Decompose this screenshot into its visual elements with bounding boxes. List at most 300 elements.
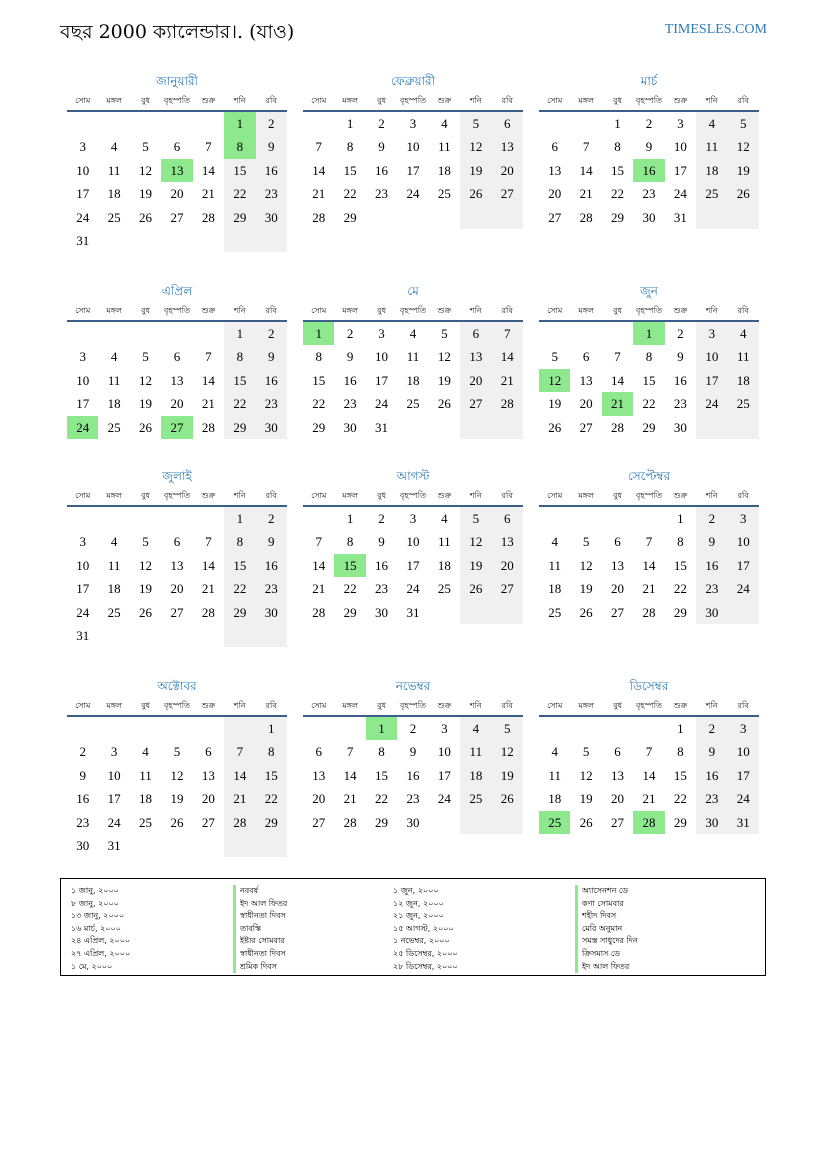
day-cell[interactable]: 20 (492, 554, 523, 577)
day-cell[interactable]: 8 (677, 534, 684, 550)
day-cell[interactable]: 13 (460, 345, 491, 368)
day-cell[interactable]: 25 (548, 604, 562, 620)
day-cell[interactable]: 12 (492, 740, 523, 763)
day-cell[interactable]: 31 (673, 209, 687, 225)
day-cell[interactable]: 23 (375, 581, 389, 597)
day-cell[interactable]: 24 (406, 581, 420, 597)
day-cell[interactable]: 30 (375, 604, 389, 620)
day-cell[interactable]: 9 (677, 349, 684, 365)
day-cell[interactable]: 28 (312, 604, 326, 620)
day-cell[interactable]: 6 (582, 349, 590, 365)
day-cell[interactable]: 22 (312, 396, 326, 412)
day-cell[interactable]: 4 (460, 717, 491, 740)
day-cell[interactable]: 17 (437, 767, 451, 783)
day-cell[interactable]: 15 (343, 162, 357, 178)
day-cell[interactable]: 6 (173, 349, 181, 365)
day-cell[interactable]: 23 (343, 396, 357, 412)
day-cell[interactable]: 11 (728, 345, 759, 368)
day-cell[interactable]: 7 (205, 349, 212, 365)
day-cell[interactable]: 31 (107, 837, 121, 853)
day-cell[interactable]: 26 (437, 396, 451, 412)
day-cell[interactable]: 10 (437, 744, 451, 760)
day-cell[interactable]: 14 (201, 372, 215, 388)
day-cell[interactable]: 7 (645, 744, 653, 760)
day-cell[interactable]: 30 (642, 209, 656, 225)
day-cell[interactable]: 24 (437, 791, 451, 807)
day-cell[interactable]: 5 (142, 139, 149, 155)
day-cell[interactable]: 9 (378, 139, 385, 155)
day-cell[interactable]: 3 (728, 507, 759, 530)
day-cell[interactable]: 17 (76, 581, 90, 597)
day-cell[interactable]: 18 (107, 581, 121, 597)
day-cell[interactable]: 3 (79, 349, 86, 365)
day-cell[interactable]: 1 (614, 116, 621, 131)
day-cell[interactable]: 5 (582, 534, 590, 550)
day-cell[interactable]: 9 (256, 135, 287, 158)
day-cell[interactable]: 31 (728, 811, 759, 834)
day-cell[interactable]: 11 (696, 135, 727, 158)
day-cell[interactable]: 19 (437, 372, 451, 388)
day-cell[interactable]: 19 (492, 764, 523, 787)
day-cell[interactable]: 25 (460, 787, 491, 810)
day-cell[interactable]: 7 (346, 744, 354, 760)
day-cell[interactable]: 22 (673, 791, 687, 807)
day-cell[interactable]: 31 (375, 419, 389, 435)
day-cell[interactable]: 21 (602, 392, 633, 415)
day-cell[interactable]: 11 (107, 372, 121, 388)
day-cell[interactable]: 13 (611, 767, 625, 783)
day-cell[interactable]: 24 (696, 392, 727, 415)
day-cell[interactable]: 7 (315, 534, 322, 550)
day-cell[interactable]: 3 (696, 322, 727, 345)
day-cell[interactable]: 3 (79, 534, 86, 550)
day-cell[interactable]: 2 (79, 744, 86, 760)
day-cell[interactable]: 23 (696, 787, 727, 810)
day-cell[interactable]: 15 (611, 162, 625, 178)
day-cell[interactable]: 17 (673, 162, 687, 178)
day-cell[interactable]: 4 (110, 534, 118, 550)
day-cell[interactable]: 14 (312, 557, 326, 573)
day-cell[interactable]: 16 (375, 557, 389, 573)
day-cell[interactable]: 28 (201, 604, 215, 620)
day-cell[interactable]: 10 (728, 530, 759, 553)
day-cell[interactable]: 24 (76, 209, 90, 225)
day-cell[interactable]: 18 (548, 791, 562, 807)
day-cell[interactable]: 23 (76, 814, 90, 830)
day-cell[interactable]: 22 (224, 577, 255, 600)
day-cell[interactable]: 14 (312, 162, 326, 178)
day-cell[interactable]: 29 (256, 811, 287, 834)
day-cell[interactable]: 20 (611, 791, 625, 807)
day-cell[interactable]: 5 (728, 112, 759, 135)
day-cell[interactable]: 10 (76, 162, 90, 178)
day-cell[interactable]: 6 (460, 322, 491, 345)
day-cell[interactable]: 29 (673, 814, 687, 830)
day-cell[interactable]: 1 (224, 322, 255, 345)
day-cell[interactable]: 10 (406, 534, 420, 550)
day-cell[interactable]: 30 (256, 601, 287, 624)
day-cell[interactable]: 13 (170, 372, 184, 388)
day-cell[interactable]: 27 (161, 416, 192, 439)
day-cell[interactable]: 25 (437, 186, 451, 202)
day-cell[interactable]: 16 (76, 791, 90, 807)
day-cell[interactable]: 5 (460, 112, 491, 135)
day-cell[interactable]: 26 (460, 577, 491, 600)
day-cell[interactable]: 3 (441, 721, 448, 736)
day-cell[interactable]: 29 (312, 419, 326, 435)
day-cell[interactable]: 28 (492, 392, 523, 415)
day-cell[interactable]: 7 (205, 534, 212, 550)
day-cell[interactable]: 23 (673, 396, 687, 412)
day-cell[interactable]: 30 (673, 419, 687, 435)
day-cell[interactable]: 2 (378, 116, 385, 131)
day-cell[interactable]: 18 (437, 557, 451, 573)
day-cell[interactable]: 18 (437, 162, 451, 178)
day-cell[interactable]: 27 (611, 604, 625, 620)
day-cell[interactable]: 13 (492, 135, 523, 158)
day-cell[interactable]: 24 (673, 186, 687, 202)
day-cell[interactable]: 3 (409, 511, 417, 526)
day-cell[interactable]: 14 (611, 372, 625, 388)
day-cell[interactable]: 25 (107, 209, 121, 225)
day-cell[interactable]: 21 (201, 186, 215, 202)
day-cell[interactable]: 24 (76, 604, 90, 620)
day-cell[interactable]: 9 (696, 530, 727, 553)
day-cell[interactable]: 16 (256, 369, 287, 392)
day-cell[interactable]: 29 (673, 604, 687, 620)
day-cell[interactable]: 2 (256, 507, 287, 530)
day-cell[interactable]: 31 (76, 232, 90, 248)
day-cell[interactable]: 9 (256, 345, 287, 368)
day-cell[interactable]: 13 (170, 557, 184, 573)
day-cell[interactable]: 25 (107, 604, 121, 620)
day-cell[interactable]: 13 (611, 557, 625, 573)
day-cell[interactable]: 22 (673, 581, 687, 597)
day-cell[interactable]: 16 (375, 162, 389, 178)
day-cell[interactable]: 12 (539, 369, 570, 392)
day-cell[interactable]: 27 (170, 604, 184, 620)
day-cell[interactable]: 1 (224, 112, 255, 135)
day-cell[interactable]: 20 (312, 791, 326, 807)
day-cell[interactable]: 22 (611, 186, 625, 202)
day-cell[interactable]: 28 (201, 419, 215, 435)
day-cell[interactable]: 23 (256, 577, 287, 600)
day-cell[interactable]: 27 (492, 577, 523, 600)
brand-link[interactable]: TIMESLES.COM (664, 22, 767, 37)
day-cell[interactable]: 5 (460, 507, 491, 530)
day-cell[interactable]: 10 (76, 557, 90, 573)
day-cell[interactable]: 18 (548, 581, 562, 597)
day-cell[interactable]: 7 (614, 349, 621, 365)
day-cell[interactable]: 8 (346, 534, 354, 550)
day-cell[interactable]: 9 (409, 744, 417, 760)
day-cell[interactable]: 2 (346, 326, 354, 341)
day-cell[interactable]: 6 (614, 744, 621, 760)
day-cell[interactable]: 8 (256, 740, 287, 763)
day-cell[interactable]: 7 (492, 322, 523, 345)
day-cell[interactable]: 20 (492, 159, 523, 182)
day-cell[interactable]: 26 (139, 419, 153, 435)
day-cell[interactable]: 7 (645, 534, 653, 550)
day-cell[interactable]: 28 (633, 811, 664, 834)
day-cell[interactable]: 29 (343, 604, 357, 620)
day-cell[interactable]: 23 (642, 186, 656, 202)
day-cell[interactable]: 19 (460, 159, 491, 182)
day-cell[interactable]: 28 (224, 811, 255, 834)
day-cell[interactable]: 15 (224, 554, 255, 577)
day-cell[interactable]: 5 (441, 326, 448, 341)
day-cell[interactable]: 3 (728, 717, 759, 740)
day-cell[interactable]: 29 (224, 601, 255, 624)
day-cell[interactable]: 9 (645, 139, 653, 155)
day-cell[interactable]: 2 (256, 112, 287, 135)
day-cell[interactable]: 1 (633, 322, 664, 345)
day-cell[interactable]: 25 (139, 814, 153, 830)
day-cell[interactable]: 7 (582, 139, 590, 155)
day-cell[interactable]: 28 (579, 209, 593, 225)
day-cell[interactable]: 19 (460, 554, 491, 577)
day-cell[interactable]: 11 (460, 740, 491, 763)
day-cell[interactable]: 3 (677, 116, 684, 131)
day-cell[interactable]: 3 (110, 744, 118, 760)
day-cell[interactable]: 19 (579, 791, 593, 807)
day-cell[interactable]: 4 (441, 116, 448, 131)
day-cell[interactable]: 15 (224, 369, 255, 392)
day-cell[interactable]: 4 (696, 112, 727, 135)
day-cell[interactable]: 19 (728, 159, 759, 182)
day-cell[interactable]: 11 (548, 767, 561, 783)
day-cell[interactable]: 19 (139, 396, 153, 412)
day-cell[interactable]: 17 (728, 764, 759, 787)
day-cell[interactable]: 26 (492, 787, 523, 810)
day-cell[interactable]: 16 (343, 372, 357, 388)
day-cell[interactable]: 4 (728, 322, 759, 345)
day-cell[interactable]: 20 (170, 186, 184, 202)
day-cell[interactable]: 28 (343, 814, 357, 830)
day-cell[interactable]: 13 (312, 767, 326, 783)
day-cell[interactable]: 12 (579, 557, 593, 573)
day-cell[interactable]: 18 (107, 186, 121, 202)
day-cell[interactable]: 19 (170, 791, 184, 807)
day-cell[interactable]: 5 (173, 744, 181, 760)
day-cell[interactable]: 11 (107, 557, 121, 573)
day-cell[interactable]: 14 (642, 767, 656, 783)
day-cell[interactable]: 11 (139, 767, 152, 783)
day-cell[interactable]: 17 (696, 369, 727, 392)
day-cell[interactable]: 16 (256, 159, 287, 182)
day-cell[interactable]: 17 (375, 372, 389, 388)
day-cell[interactable]: 8 (645, 349, 653, 365)
day-cell[interactable]: 23 (375, 186, 389, 202)
day-cell[interactable]: 2 (645, 116, 653, 131)
day-cell[interactable]: 19 (579, 581, 593, 597)
day-cell[interactable]: 10 (406, 139, 420, 155)
day-cell[interactable]: 22 (224, 392, 255, 415)
day-cell[interactable]: 24 (107, 814, 121, 830)
day-cell[interactable]: 9 (256, 530, 287, 553)
day-cell[interactable]: 2 (696, 507, 727, 530)
day-cell[interactable]: 13 (548, 162, 562, 178)
day-cell[interactable]: 12 (437, 349, 451, 365)
day-cell[interactable]: 26 (460, 182, 491, 205)
day-cell[interactable]: 4 (110, 139, 118, 155)
day-cell[interactable]: 1 (346, 116, 354, 131)
day-cell[interactable]: 27 (460, 392, 491, 415)
day-cell[interactable]: 1 (366, 717, 397, 740)
day-cell[interactable]: 6 (551, 139, 558, 155)
day-cell[interactable]: 26 (579, 604, 593, 620)
day-cell[interactable]: 27 (312, 814, 326, 830)
day-cell[interactable]: 21 (312, 186, 326, 202)
day-cell[interactable]: 10 (728, 740, 759, 763)
day-cell[interactable]: 18 (728, 369, 759, 392)
day-cell[interactable]: 13 (492, 530, 523, 553)
day-cell[interactable]: 30 (696, 601, 727, 624)
day-cell[interactable]: 18 (460, 764, 491, 787)
day-cell[interactable]: 1 (677, 511, 684, 526)
day-cell[interactable]: 1 (346, 511, 354, 526)
day-cell[interactable]: 31 (76, 627, 90, 643)
day-cell[interactable]: 16 (673, 372, 687, 388)
day-cell[interactable]: 8 (224, 530, 255, 553)
day-cell[interactable]: 27 (611, 814, 625, 830)
day-cell[interactable]: 29 (224, 206, 255, 229)
day-cell[interactable]: 30 (406, 814, 420, 830)
day-cell[interactable]: 19 (139, 581, 153, 597)
day-cell[interactable]: 22 (375, 791, 389, 807)
day-cell[interactable]: 13 (579, 372, 593, 388)
day-cell[interactable]: 2 (696, 717, 727, 740)
day-cell[interactable]: 15 (642, 372, 656, 388)
day-cell[interactable]: 29 (642, 419, 656, 435)
day-cell[interactable]: 10 (107, 767, 121, 783)
day-cell[interactable]: 31 (406, 604, 420, 620)
day-cell[interactable]: 25 (437, 581, 451, 597)
day-cell[interactable]: 21 (224, 787, 255, 810)
day-cell[interactable]: 12 (139, 372, 153, 388)
day-cell[interactable]: 28 (611, 419, 625, 435)
day-cell[interactable]: 10 (696, 345, 727, 368)
day-cell[interactable]: 8 (315, 349, 322, 365)
day-cell[interactable]: 1 (677, 721, 684, 736)
day-cell[interactable]: 30 (696, 811, 727, 834)
day-cell[interactable]: 24 (728, 787, 759, 810)
day-cell[interactable]: 9 (696, 740, 727, 763)
day-cell[interactable]: 7 (224, 740, 255, 763)
day-cell[interactable]: 19 (139, 186, 153, 202)
day-cell[interactable]: 15 (375, 767, 389, 783)
day-cell[interactable]: 4 (142, 744, 149, 760)
day-cell[interactable]: 6 (205, 744, 212, 760)
day-cell[interactable]: 17 (76, 186, 90, 202)
day-cell[interactable]: 6 (492, 507, 523, 530)
day-cell[interactable]: 17 (406, 557, 420, 573)
day-cell[interactable]: 13 (201, 767, 215, 783)
day-cell[interactable]: 10 (375, 349, 389, 365)
day-cell[interactable]: 2 (409, 721, 417, 736)
day-cell[interactable]: 16 (696, 764, 727, 787)
day-cell[interactable]: 14 (201, 557, 215, 573)
day-cell[interactable]: 3 (409, 116, 417, 131)
day-cell[interactable]: 21 (201, 581, 215, 597)
day-cell[interactable]: 20 (611, 581, 625, 597)
day-cell[interactable]: 14 (343, 767, 357, 783)
day-cell[interactable]: 27 (201, 814, 215, 830)
day-cell[interactable]: 14 (492, 345, 523, 368)
day-cell[interactable]: 12 (139, 557, 153, 573)
day-cell[interactable]: 11 (548, 557, 561, 573)
day-cell[interactable]: 22 (642, 396, 656, 412)
day-cell[interactable]: 27 (548, 209, 562, 225)
day-cell[interactable]: 1 (303, 322, 334, 345)
day-cell[interactable]: 26 (548, 419, 562, 435)
day-cell[interactable]: 12 (579, 767, 593, 783)
day-cell[interactable]: 15 (334, 554, 365, 577)
day-cell[interactable]: 14 (201, 162, 215, 178)
day-cell[interactable]: 21 (642, 791, 656, 807)
day-cell[interactable]: 27 (579, 419, 593, 435)
day-cell[interactable]: 16 (256, 554, 287, 577)
day-cell[interactable]: 24 (728, 577, 759, 600)
day-cell[interactable]: 18 (107, 396, 121, 412)
day-cell[interactable]: 25 (107, 419, 121, 435)
day-cell[interactable]: 26 (139, 209, 153, 225)
day-cell[interactable]: 26 (579, 814, 593, 830)
day-cell[interactable]: 12 (139, 162, 153, 178)
day-cell[interactable]: 15 (673, 557, 687, 573)
day-cell[interactable]: 12 (460, 135, 491, 158)
day-cell[interactable]: 17 (406, 162, 420, 178)
day-cell[interactable]: 26 (139, 604, 153, 620)
day-cell[interactable]: 5 (582, 744, 590, 760)
day-cell[interactable]: 22 (343, 186, 357, 202)
day-cell[interactable]: 16 (633, 159, 664, 182)
day-cell[interactable]: 3 (79, 139, 86, 155)
day-cell[interactable]: 28 (642, 604, 656, 620)
day-cell[interactable]: 13 (161, 159, 192, 182)
day-cell[interactable]: 9 (346, 349, 354, 365)
day-cell[interactable]: 15 (224, 159, 255, 182)
day-cell[interactable]: 23 (406, 791, 420, 807)
day-cell[interactable]: 18 (406, 372, 420, 388)
day-cell[interactable]: 12 (460, 530, 491, 553)
day-cell[interactable]: 15 (256, 764, 287, 787)
day-cell[interactable]: 20 (548, 186, 562, 202)
day-cell[interactable]: 4 (409, 326, 417, 341)
day-cell[interactable]: 5 (142, 534, 149, 550)
day-cell[interactable]: 23 (696, 577, 727, 600)
day-cell[interactable]: 29 (611, 209, 625, 225)
day-cell[interactable]: 17 (76, 396, 90, 412)
day-cell[interactable]: 2 (378, 511, 385, 526)
day-cell[interactable]: 25 (406, 396, 420, 412)
day-cell[interactable]: 20 (460, 369, 491, 392)
day-cell[interactable]: 22 (256, 787, 287, 810)
day-cell[interactable]: 4 (110, 349, 118, 365)
day-cell[interactable]: 8 (346, 139, 354, 155)
day-cell[interactable]: 20 (170, 396, 184, 412)
day-cell[interactable]: 11 (438, 534, 451, 550)
day-cell[interactable]: 7 (205, 139, 212, 155)
day-cell[interactable]: 18 (696, 159, 727, 182)
day-cell[interactable]: 30 (256, 416, 287, 439)
day-cell[interactable]: 1 (224, 507, 255, 530)
day-cell[interactable]: 21 (492, 369, 523, 392)
day-cell[interactable]: 2 (256, 322, 287, 345)
day-cell[interactable]: 11 (107, 162, 121, 178)
day-cell[interactable]: 6 (492, 112, 523, 135)
day-cell[interactable]: 17 (728, 554, 759, 577)
